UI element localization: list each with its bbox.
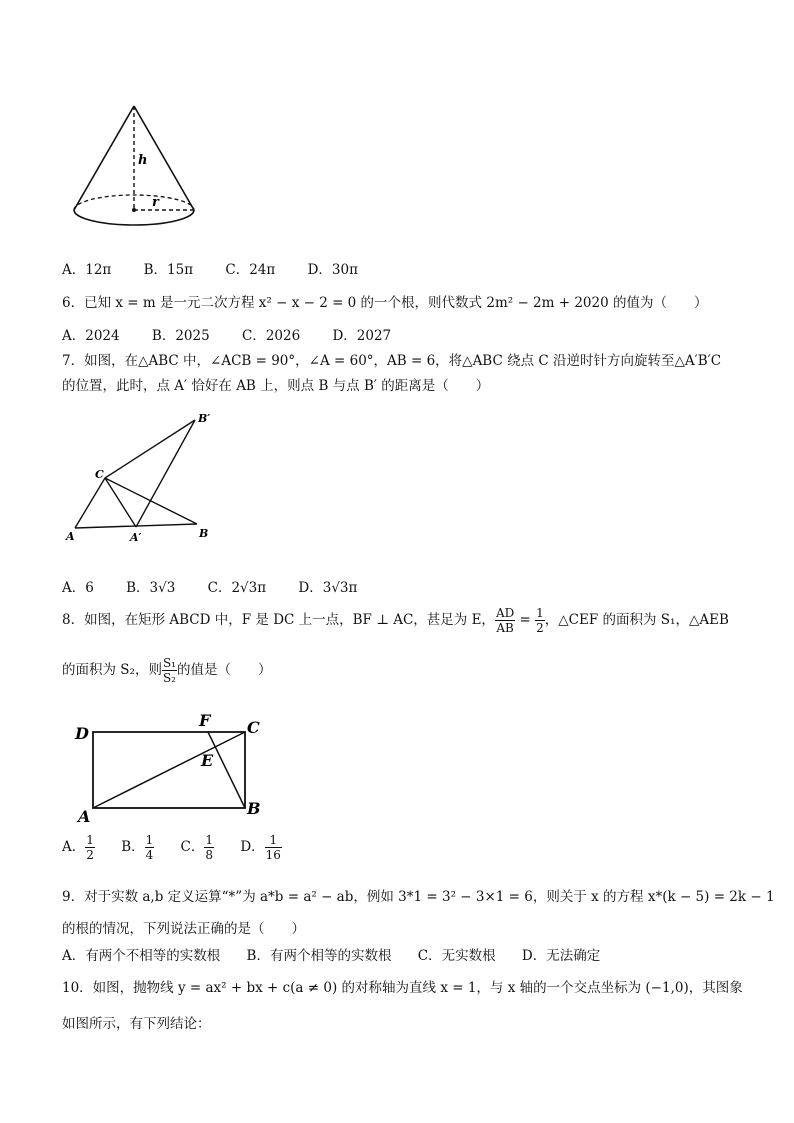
q8-stem-part2: ，△CEF 的面积为 S₁，△AEB — [544, 612, 729, 628]
q8-ratio-den: S₂ — [162, 671, 176, 685]
rectangle-figure — [70, 708, 270, 828]
q7-option-a[interactable]: A．6 — [62, 580, 94, 596]
label-b: B — [247, 799, 261, 818]
q8-options — [62, 833, 282, 862]
q8-half-num: 1 — [536, 606, 544, 620]
q6-option-b[interactable]: B．2025 — [151, 328, 210, 344]
q7-stem-line1: 7．如图，在△ABC 中，∠ACB = 90°，∠A = 60°，AB = 6，将△ABC 绕点 C 沿逆时针方向旋转至△A′B′C — [62, 353, 722, 369]
q8-option-b-fraction — [145, 833, 155, 862]
q8-stem-line2 — [62, 656, 271, 685]
q8-option-d-fraction — [265, 833, 282, 862]
q5-option-d[interactable]: D．30π — [307, 262, 358, 278]
q8-stem-part1: 8．如图，在矩形 ABCD 中，F 是 DC 上一点，BF ⊥ AC，甚足为 E， — [62, 612, 495, 628]
q8-equals: = — [515, 612, 536, 628]
q8-option-d-num: 1 — [265, 833, 282, 848]
q8-option-c[interactable] — [181, 833, 214, 862]
label-a-prime: A′ — [130, 531, 142, 544]
q9-option-a[interactable]: A．有两个不相等的实数根 — [62, 948, 221, 964]
q8-option-a-num: 1 — [86, 833, 94, 847]
q9-option-d[interactable]: D．无法确定 — [521, 948, 601, 964]
q8-option-a-den: 2 — [86, 848, 94, 862]
q8-option-c-den: 8 — [205, 848, 214, 862]
q10-stem-line1: 10．如图，抛物线 y = ax² + bx + c(a ≠ 0) 的对称轴为直线 x = 1，与 x 轴的一个交点坐标为 (−1,0)，其图象 — [62, 980, 743, 996]
label-c: C — [95, 468, 104, 481]
label-h: h — [138, 153, 148, 168]
cone-figure — [66, 98, 206, 233]
label-d: D — [75, 724, 89, 743]
label-b-prime: B′ — [198, 412, 211, 425]
q8-frac-num: AD — [495, 606, 515, 620]
rotation-triangle-figure — [60, 410, 220, 550]
q7-stem-line2: 的位置，此时，点 A′ 恰好在 AB 上，则点 B 与点 B′ 的距离是（ ） — [62, 378, 490, 394]
q5-options — [62, 258, 358, 278]
label-r: r — [152, 195, 159, 210]
q9-options — [62, 944, 600, 964]
q8-option-b[interactable] — [121, 833, 154, 862]
q8-option-d-den: 16 — [265, 848, 281, 862]
q9-option-c[interactable]: C．无实数根 — [417, 948, 496, 964]
q8-ratio-num: S₁ — [162, 656, 176, 670]
q8-half-den: 2 — [536, 621, 544, 635]
q8-option-b-letter: B． — [121, 839, 145, 855]
q8-fraction-s1-s2 — [162, 656, 177, 685]
q5-option-b[interactable]: B．15π — [143, 262, 194, 278]
q7-options — [62, 576, 357, 596]
q6-option-c[interactable]: C．2026 — [241, 328, 301, 344]
q6-option-d[interactable]: D．2027 — [332, 328, 392, 344]
q8-fraction-half — [535, 606, 545, 635]
q7-option-c[interactable]: C．2√3π — [207, 580, 267, 596]
q9-stem-line1: 9．对于实数 a,b 定义运算“*”为 a*b = a² − ab，例如 3*1 = 3² − 3×1 = 6，则关于 x 的方程 x*(k − 5) = 2k − 1 — [62, 889, 775, 905]
q8-option-a[interactable] — [62, 833, 95, 862]
q8-option-c-letter: C． — [180, 839, 205, 855]
q8-fraction-ad-ab — [495, 606, 515, 635]
label-a: A — [78, 807, 91, 826]
label-c: C — [247, 718, 260, 737]
q8-option-c-num: 1 — [205, 833, 214, 847]
label-e: E — [201, 751, 214, 770]
q9-stem-line2: 的根的情况，下列说法正确的是（ ） — [62, 921, 305, 937]
q7-option-b[interactable]: B．3√3 — [126, 580, 176, 596]
label-f: F — [199, 711, 211, 730]
q8-option-a-letter: A． — [62, 839, 86, 855]
q8-stem-line1 — [62, 606, 729, 635]
q8-option-d-letter: D． — [240, 839, 265, 855]
q8-frac-den: AB — [496, 621, 514, 635]
q8-stem-part3: 的面积为 S₂，则 — [62, 662, 162, 678]
q8-stem-part4: 的值是（ ） — [176, 662, 272, 678]
label-b: B — [199, 527, 209, 540]
q6-option-a[interactable]: A．2024 — [62, 328, 120, 344]
q5-option-c[interactable]: C．24π — [225, 262, 276, 278]
q6-options — [62, 324, 391, 344]
q8-option-b-den: 4 — [145, 848, 154, 862]
q6-stem: 6．已知 x = m 是一元二次方程 x² − x − 2 = 0 的一个根，则代数式 2m² − 2m + 2020 的值为（ ） — [62, 295, 708, 311]
q8-option-b-num: 1 — [145, 833, 154, 847]
q8-option-d[interactable] — [240, 833, 282, 862]
q8-option-a-fraction — [85, 833, 95, 862]
q10-stem-line2: 如图所示，有下列结论： — [62, 1016, 211, 1032]
q7-option-d[interactable]: D．3√3π — [298, 580, 358, 596]
q8-option-c-fraction — [204, 833, 214, 862]
q9-option-b[interactable]: B．有两个相等的实数根 — [246, 948, 392, 964]
q5-option-a[interactable]: A．12π — [62, 262, 112, 278]
label-a: A — [66, 530, 75, 543]
